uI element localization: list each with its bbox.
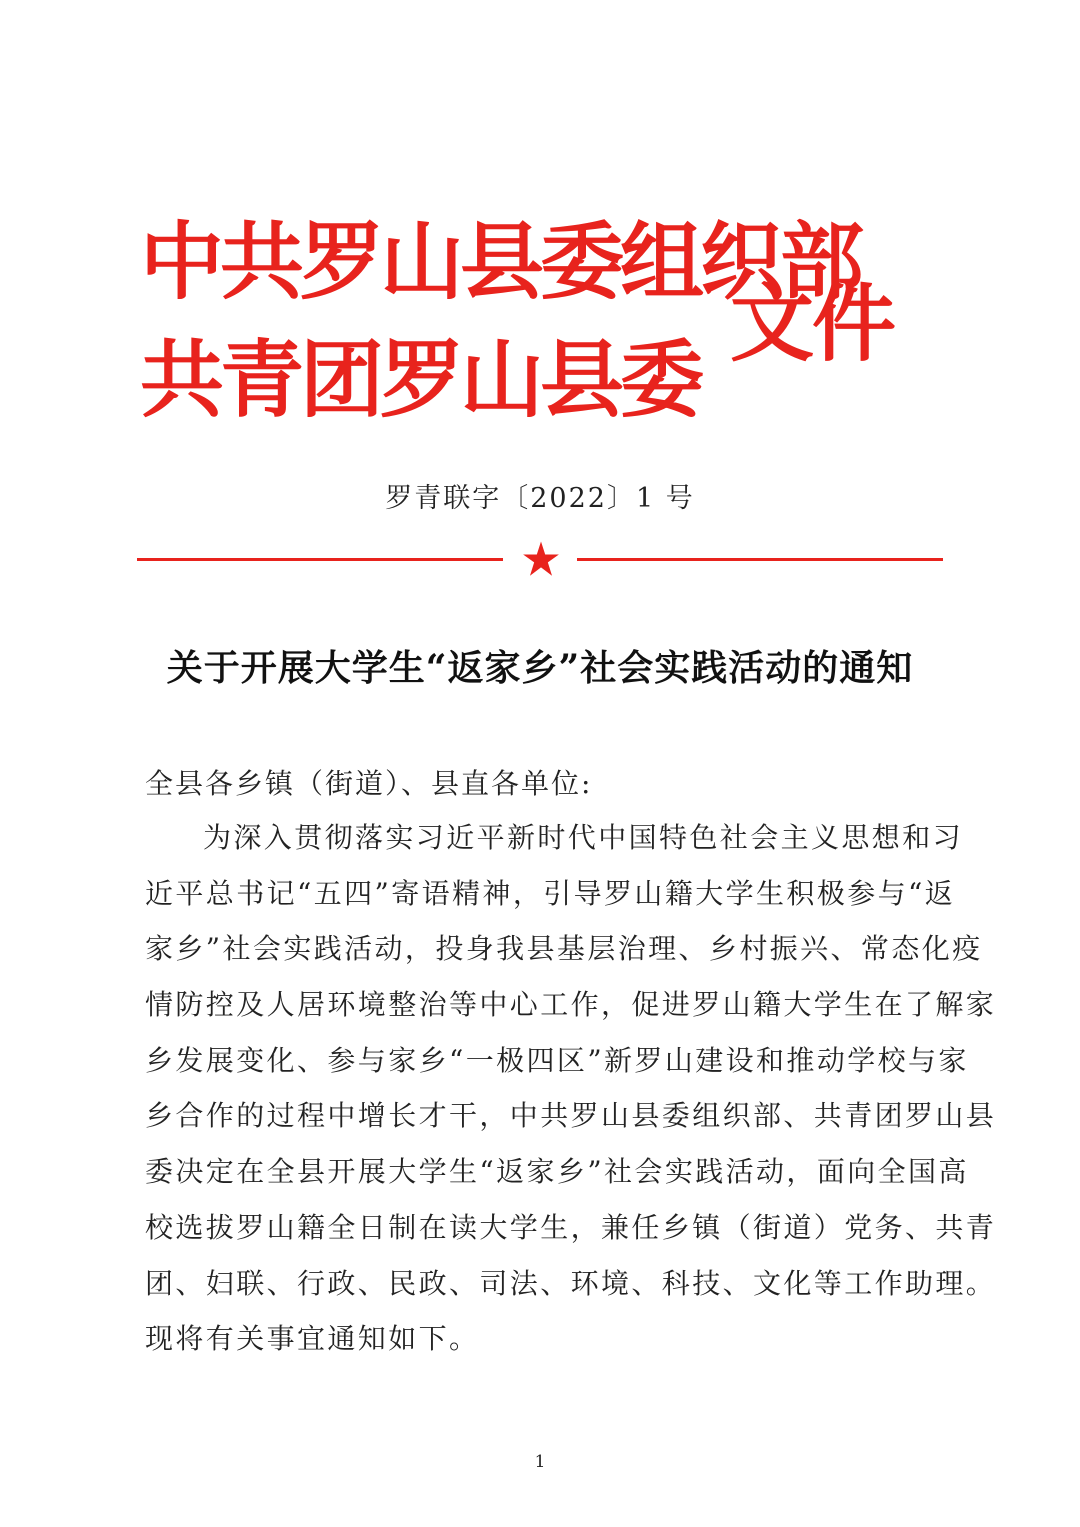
red-divider (137, 540, 943, 580)
salutation: 全县各乡镇（街道）、县直各单位: (145, 767, 593, 800)
divider-line-right (577, 558, 943, 561)
body-line: 近平总书记“五四”寄语精神，引导罗山籍大学生积极参与“返 (145, 876, 956, 910)
body-line: 情防控及人居环境整治等中心工作，促进罗山籍大学生在了解家 (145, 988, 997, 1022)
body-line: 乡合作的过程中增长才干，中共罗山县委组织部、共青团罗山县 (145, 1099, 997, 1133)
body-line: 乡发展变化、参与家乡“一极四区”新罗山建设和推动学校与家 (145, 1043, 969, 1077)
document-type-label: 文件 (730, 274, 895, 373)
divider-line-left (137, 558, 503, 561)
page-number: 1 (534, 1452, 546, 1472)
document-title: 关于开展大学生“返家乡”社会实践活动的通知 (166, 647, 914, 689)
body-line: 为深入贯彻落实习近平新时代中国特色社会主义思想和习 (203, 821, 964, 854)
document-number: 罗青联字〔2022〕1 号 (385, 483, 695, 514)
body-line: 现将有关事宜通知如下。 (145, 1322, 480, 1356)
star-icon (522, 540, 560, 578)
issuer-line-organization-department: 中共罗山县委组织部 (140, 212, 861, 311)
body-line: 家乡”社会实践活动，投身我县基层治理、乡村振兴、常态化疫 (145, 932, 983, 966)
body-line: 校选拔罗山籍全日制在读大学生，兼任乡镇（街道）党务、共青 (145, 1210, 997, 1244)
issuer-line-youth-league: 共青团罗山县委 (140, 330, 701, 429)
body-line: 团、妇联、行政、民政、司法、环境、科技、文化等工作助理。 (145, 1266, 997, 1300)
body-line: 委决定在全县开展大学生“返家乡”社会实践活动，面向全国高 (145, 1155, 969, 1189)
body-paragraph (145, 810, 997, 1367)
document-header (140, 212, 940, 442)
